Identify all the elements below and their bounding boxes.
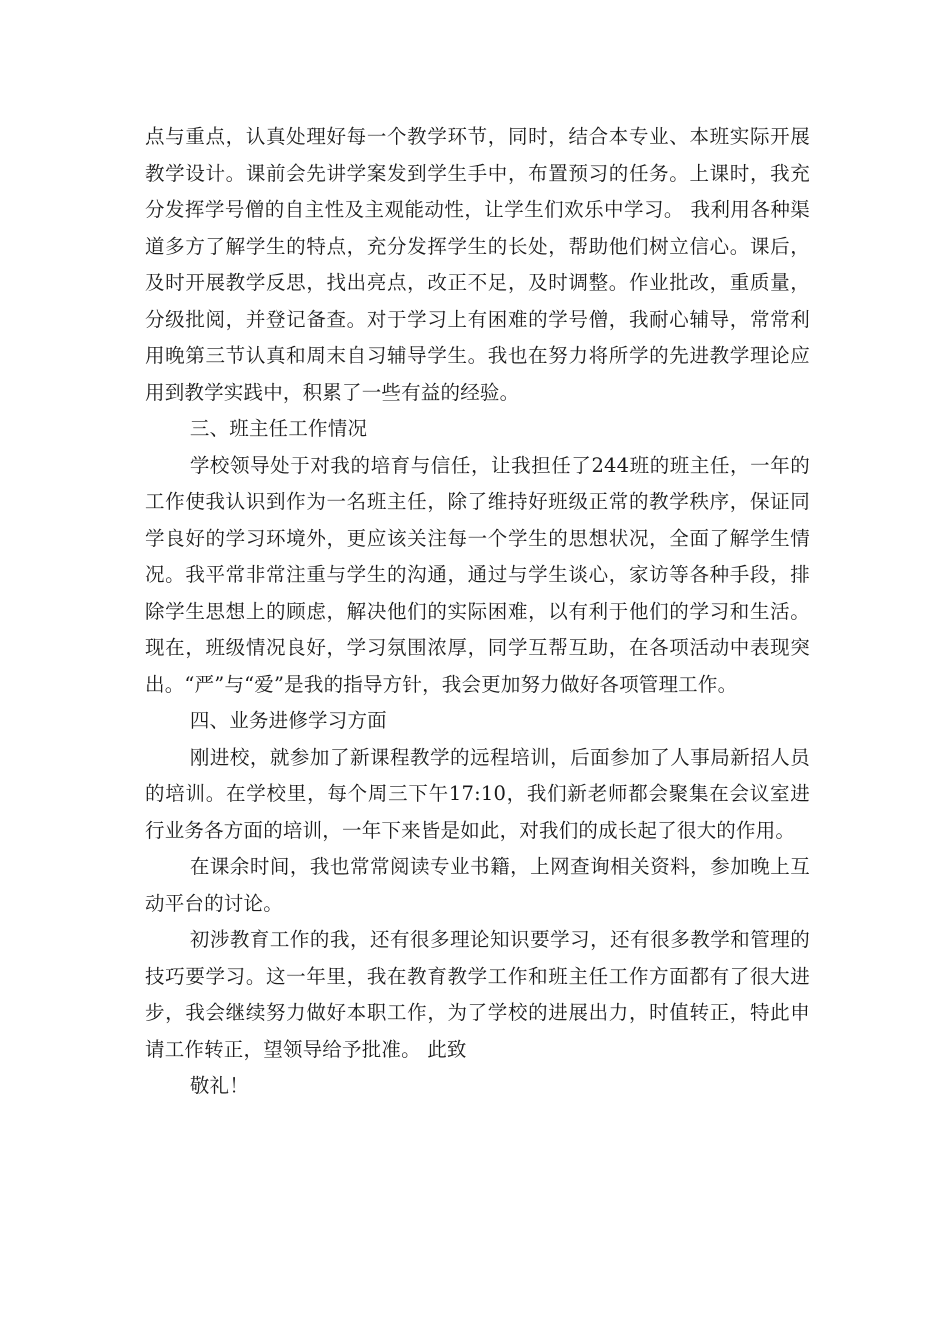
section-heading-class-teacher: 三、班主任工作情况 bbox=[189, 417, 368, 440]
paragraph-spare-time-reading: 在课余时间，我也常常阅读专业书籍，上网查询相关资料，参加晚上互动平台的讨论。 bbox=[145, 855, 810, 915]
closing-salutation: 敬礼！ bbox=[189, 1074, 249, 1097]
document-body bbox=[145, 119, 810, 1105]
paragraph-class-teacher-work: 学校领导处于对我的培育与信任，让我担任了244班的班主任，一年的工作使我认识到作为一名班主任，除了维持好班级正常的教学秩序，保证同学良好的学习环境外，更应该关注每一个学生的思想状况，全面了解学生情况。我平常非常注重与学生的沟通，通过与学生谈心，家访等各种手段，排除学生思想上的顾虑，解决他们的实际困难，以有利于他们的学习和生活。现在，班级情况良好，学习氛围浓厚，同学互帮互助，在各项活动中表现突出。“严”与“爱”是我的指导方针，我会更加努力做好各项管理工作。 bbox=[145, 453, 810, 696]
paragraph-training: 刚进校，就参加了新课程教学的远程培训，后面参加了人事局新招人员的培训。在学校里，每个周三下午17:10，我们新老师都会聚集在会议室进行业务各方面的培训，一年下来皆是如此，对我们的成长起了很大的作用。 bbox=[145, 745, 810, 842]
section-heading-professional-study: 四、业务进修学习方面 bbox=[189, 709, 387, 732]
paragraph-conclusion: 初涉教育工作的我，还有很多理论知识要学习，还有很多教学和管理的技巧要学习。这一年里，我在教育教学工作和班主任工作方面都有了很大进步，我会继续努力做好本职工作，为了学校的进展出力，时值转正，特此申请工作转正，望领导给予批准。 此致 bbox=[145, 928, 810, 1061]
paragraph-teaching-design: 点与重点，认真处理好每一个教学环节，同时，结合本专业、本班实际开展教学设计。课前会先讲学案发到学生手中，布置预习的任务。上课时，我充分发挥学号僧的自主性及主观能动性，让学生们欢乐中学习。 我利用各种渠道多方了解学生的特点，充分发挥学生的长处，帮助他们树立信心。课后，及时开展教学反思，找出亮点，改正不足，及时调整。作业批改，重质量，分级批阅，并登记备查。对于学习上有困难的学号僧，我耐心辅导，常常利用晚第三节认真和周末自习辅导学生。我也在努力将所学的先进教学理论应用到教学实践中，积累了一些有益的经验。 bbox=[145, 125, 810, 404]
